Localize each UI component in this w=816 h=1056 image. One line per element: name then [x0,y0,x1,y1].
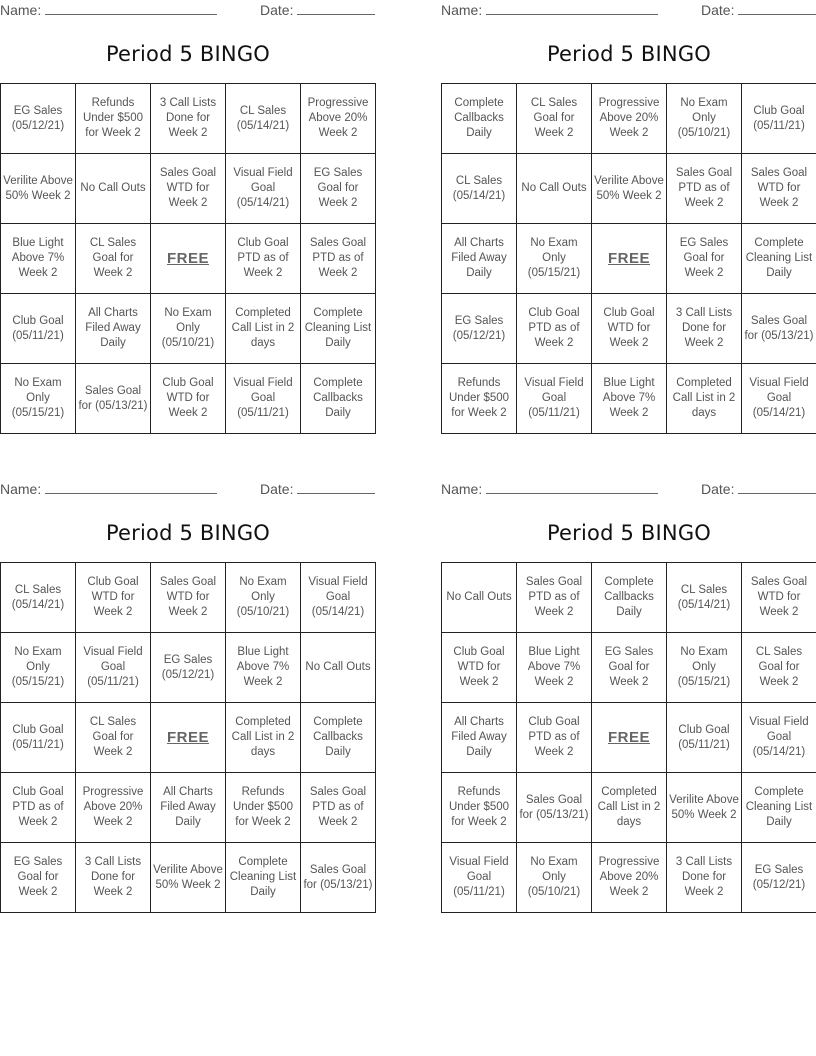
bingo-cell[interactable]: Club Goal (05/11/21) [1,703,76,773]
name-label: Name: [0,481,42,497]
bingo-row [1,773,376,843]
bingo-cell[interactable]: No Exam Only (05/15/21) [1,633,76,703]
name-field[interactable] [441,481,658,497]
bingo-cell[interactable]: Complete Cleaning List Daily [226,843,301,913]
bingo-cell[interactable]: 3 Call Lists Done for Week 2 [667,294,742,364]
bingo-row [442,773,816,843]
bingo-row [442,364,816,434]
bingo-row [442,84,816,154]
bingo-row [1,364,376,434]
free-space[interactable]: FREE [592,703,667,773]
bingo-row [442,843,816,913]
bingo-cell[interactable]: EG Sales (05/12/21) [742,843,816,913]
name-blank-line [45,481,217,494]
bingo-cell[interactable]: Complete Callbacks Daily [442,84,517,154]
bingo-cell[interactable]: All Charts Filed Away Daily [442,224,517,294]
bingo-cell[interactable]: Visual Field Goal (05/14/21) [742,364,816,434]
bingo-cell[interactable]: Club Goal PTD as of Week 2 [1,773,76,843]
date-blank-line [738,481,816,494]
card-title: Period 5 BINGO [546,42,712,66]
bingo-row [442,703,816,773]
card-title: Period 5 BINGO [105,521,271,545]
bingo-cell[interactable]: CL Sales (05/14/21) [1,563,76,633]
bingo-cell[interactable]: Verilite Above 50% Week 2 [1,154,76,224]
bingo-cell[interactable]: Verilite Above 50% Week 2 [592,154,667,224]
date-field[interactable] [260,481,375,497]
bingo-row [442,633,816,703]
bingo-cell[interactable]: Blue Light Above 7% Week 2 [592,364,667,434]
bingo-cell[interactable]: Club Goal WTD for Week 2 [592,294,667,364]
date-blank-line [297,2,375,15]
bingo-cell[interactable]: All Charts Filed Away Daily [442,703,517,773]
date-field[interactable] [260,2,375,18]
bingo-cell[interactable]: No Exam Only (05/10/21) [226,563,301,633]
bingo-row [442,154,816,224]
bingo-card [0,0,376,419]
bingo-cell[interactable]: Progressive Above 20% Week 2 [301,84,376,154]
bingo-grid [441,562,816,913]
name-field[interactable] [441,2,658,18]
bingo-cell[interactable]: Progressive Above 20% Week 2 [76,773,151,843]
bingo-cell[interactable]: No Exam Only (05/10/21) [151,294,226,364]
free-space[interactable]: FREE [151,703,226,773]
name-blank-line [486,2,658,15]
bingo-cell[interactable]: Verilite Above 50% Week 2 [667,773,742,843]
bingo-row [1,84,376,154]
bingo-cell[interactable]: EG Sales Goal for Week 2 [1,843,76,913]
bingo-cell[interactable]: EG Sales (05/12/21) [1,84,76,154]
bingo-cell[interactable]: 3 Call Lists Done for Week 2 [667,843,742,913]
bingo-cell[interactable]: Club Goal (05/11/21) [742,84,816,154]
bingo-cell[interactable]: Sales Goal WTD for Week 2 [742,563,816,633]
name-blank-line [45,2,217,15]
bingo-cell[interactable]: Complete Callbacks Daily [301,703,376,773]
bingo-cell[interactable]: CL Sales Goal for Week 2 [76,703,151,773]
bingo-cell[interactable]: EG Sales (05/12/21) [442,294,517,364]
bingo-cell[interactable]: Club Goal (05/11/21) [667,703,742,773]
bingo-cell[interactable]: Sales Goal PTD as of Week 2 [301,224,376,294]
name-date-row [0,0,376,22]
bingo-cell[interactable]: Club Goal WTD for Week 2 [442,633,517,703]
bingo-cell[interactable]: Complete Cleaning List Daily [742,773,816,843]
bingo-row [1,843,376,913]
name-date-row [441,0,816,22]
bingo-cell[interactable]: Club Goal PTD as of Week 2 [517,294,592,364]
bingo-cell[interactable]: CL Sales Goal for Week 2 [76,224,151,294]
name-label: Name: [0,2,42,18]
bingo-cell[interactable]: 3 Call Lists Done for Week 2 [151,84,226,154]
bingo-cell[interactable]: Sales Goal WTD for Week 2 [742,154,816,224]
bingo-cell[interactable]: Sales Goal for (05/13/21) [76,364,151,434]
bingo-row [1,294,376,364]
bingo-cell[interactable]: Club Goal PTD as of Week 2 [517,703,592,773]
bingo-cell[interactable]: Refunds Under $500 for Week 2 [76,84,151,154]
bingo-cell[interactable]: Progressive Above 20% Week 2 [592,84,667,154]
bingo-cell[interactable]: Sales Goal PTD as of Week 2 [517,563,592,633]
bingo-cell[interactable]: Sales Goal WTD for Week 2 [151,154,226,224]
bingo-cell[interactable]: CL Sales Goal for Week 2 [517,84,592,154]
bingo-row [1,154,376,224]
bingo-row [442,224,816,294]
name-field[interactable] [0,481,217,497]
date-field[interactable] [701,481,816,497]
name-label: Name: [441,481,483,497]
bingo-cell[interactable]: Sales Goal PTD as of Week 2 [667,154,742,224]
bingo-cell[interactable]: 3 Call Lists Done for Week 2 [76,843,151,913]
date-blank-line [297,481,375,494]
bingo-cell[interactable]: No Exam Only (05/10/21) [517,843,592,913]
bingo-cell[interactable]: Blue Light Above 7% Week 2 [226,633,301,703]
bingo-cell[interactable]: Visual Field Goal (05/14/21) [226,154,301,224]
bingo-row [1,224,376,294]
bingo-cell[interactable]: EG Sales Goal for Week 2 [592,633,667,703]
bingo-cell[interactable]: Verilite Above 50% Week 2 [151,843,226,913]
bingo-card [0,479,376,898]
bingo-cell[interactable]: Blue Light Above 7% Week 2 [517,633,592,703]
name-blank-line [486,481,658,494]
bingo-cell[interactable]: Completed Call List in 2 days [226,703,301,773]
bingo-cell[interactable]: Complete Callbacks Daily [592,563,667,633]
bingo-cell[interactable]: No Exam Only (05/10/21) [667,84,742,154]
bingo-cell[interactable]: Club Goal WTD for Week 2 [151,364,226,434]
bingo-cell[interactable]: No Exam Only (05/15/21) [517,224,592,294]
date-field[interactable] [701,2,816,18]
bingo-cell[interactable]: Visual Field Goal (05/11/21) [517,364,592,434]
date-blank-line [738,2,816,15]
bingo-row [1,703,376,773]
bingo-cell[interactable]: All Charts Filed Away Daily [151,773,226,843]
bingo-cell[interactable]: CL Sales (05/14/21) [667,563,742,633]
bingo-cell[interactable]: EG Sales Goal for Week 2 [301,154,376,224]
bingo-cell[interactable]: Visual Field Goal (05/14/21) [742,703,816,773]
bingo-cell[interactable]: Club Goal PTD as of Week 2 [226,224,301,294]
bingo-cell[interactable]: Sales Goal for (05/13/21) [742,294,816,364]
date-label: Date: [701,481,735,497]
bingo-cell[interactable]: Progressive Above 20% Week 2 [592,843,667,913]
bingo-cell[interactable]: EG Sales Goal for Week 2 [667,224,742,294]
bingo-row [442,563,816,633]
card-title: Period 5 BINGO [546,521,712,545]
free-space[interactable]: FREE [151,224,226,294]
bingo-cell[interactable]: Visual Field Goal (05/11/21) [76,633,151,703]
bingo-cell[interactable]: Completed Call List in 2 days [667,364,742,434]
bingo-card [441,0,816,419]
bingo-cell[interactable]: Visual Field Goal (05/11/21) [442,843,517,913]
date-label: Date: [260,2,294,18]
bingo-grid [441,83,816,434]
name-date-row [441,479,816,501]
bingo-cell[interactable]: No Call Outs [76,154,151,224]
bingo-grid [0,83,376,434]
bingo-cell[interactable]: CL Sales Goal for Week 2 [742,633,816,703]
bingo-cell[interactable]: No Exam Only (05/15/21) [1,364,76,434]
date-label: Date: [260,481,294,497]
name-field[interactable] [0,2,217,18]
bingo-row [1,563,376,633]
bingo-cell[interactable]: Complete Cleaning List Daily [742,224,816,294]
bingo-cell[interactable]: Refunds Under $500 for Week 2 [442,364,517,434]
bingo-cell[interactable]: Refunds Under $500 for Week 2 [226,773,301,843]
free-space[interactable]: FREE [592,224,667,294]
card-title: Period 5 BINGO [105,42,271,66]
bingo-grid [0,562,376,913]
bingo-card [441,479,816,898]
bingo-cell[interactable]: Visual Field Goal (05/11/21) [226,364,301,434]
bingo-row [1,633,376,703]
bingo-row [442,294,816,364]
date-label: Date: [701,2,735,18]
bingo-cell[interactable]: Club Goal WTD for Week 2 [76,563,151,633]
bingo-cell[interactable]: All Charts Filed Away Daily [76,294,151,364]
bingo-cell[interactable]: Sales Goal for (05/13/21) [517,773,592,843]
bingo-cell[interactable]: No Exam Only (05/15/21) [667,633,742,703]
bingo-cell[interactable]: Complete Cleaning List Daily [301,294,376,364]
bingo-cell[interactable]: Completed Call List in 2 days [226,294,301,364]
bingo-cell[interactable]: Complete Callbacks Daily [301,364,376,434]
bingo-cell[interactable]: Refunds Under $500 for Week 2 [442,773,517,843]
bingo-cell[interactable]: CL Sales (05/14/21) [442,154,517,224]
bingo-cell[interactable]: Blue Light Above 7% Week 2 [1,224,76,294]
bingo-cell[interactable]: No Call Outs [442,563,517,633]
bingo-cell[interactable]: Completed Call List in 2 days [592,773,667,843]
name-date-row [0,479,376,501]
bingo-cell[interactable]: Sales Goal for (05/13/21) [301,843,376,913]
bingo-cell[interactable]: Sales Goal WTD for Week 2 [151,563,226,633]
bingo-cell[interactable]: Club Goal (05/11/21) [1,294,76,364]
name-label: Name: [441,2,483,18]
bingo-cell[interactable]: No Call Outs [517,154,592,224]
bingo-cell[interactable]: No Call Outs [301,633,376,703]
bingo-cell[interactable]: EG Sales (05/12/21) [151,633,226,703]
bingo-cell[interactable]: CL Sales (05/14/21) [226,84,301,154]
bingo-cell[interactable]: Sales Goal PTD as of Week 2 [301,773,376,843]
bingo-cell[interactable]: Visual Field Goal (05/14/21) [301,563,376,633]
